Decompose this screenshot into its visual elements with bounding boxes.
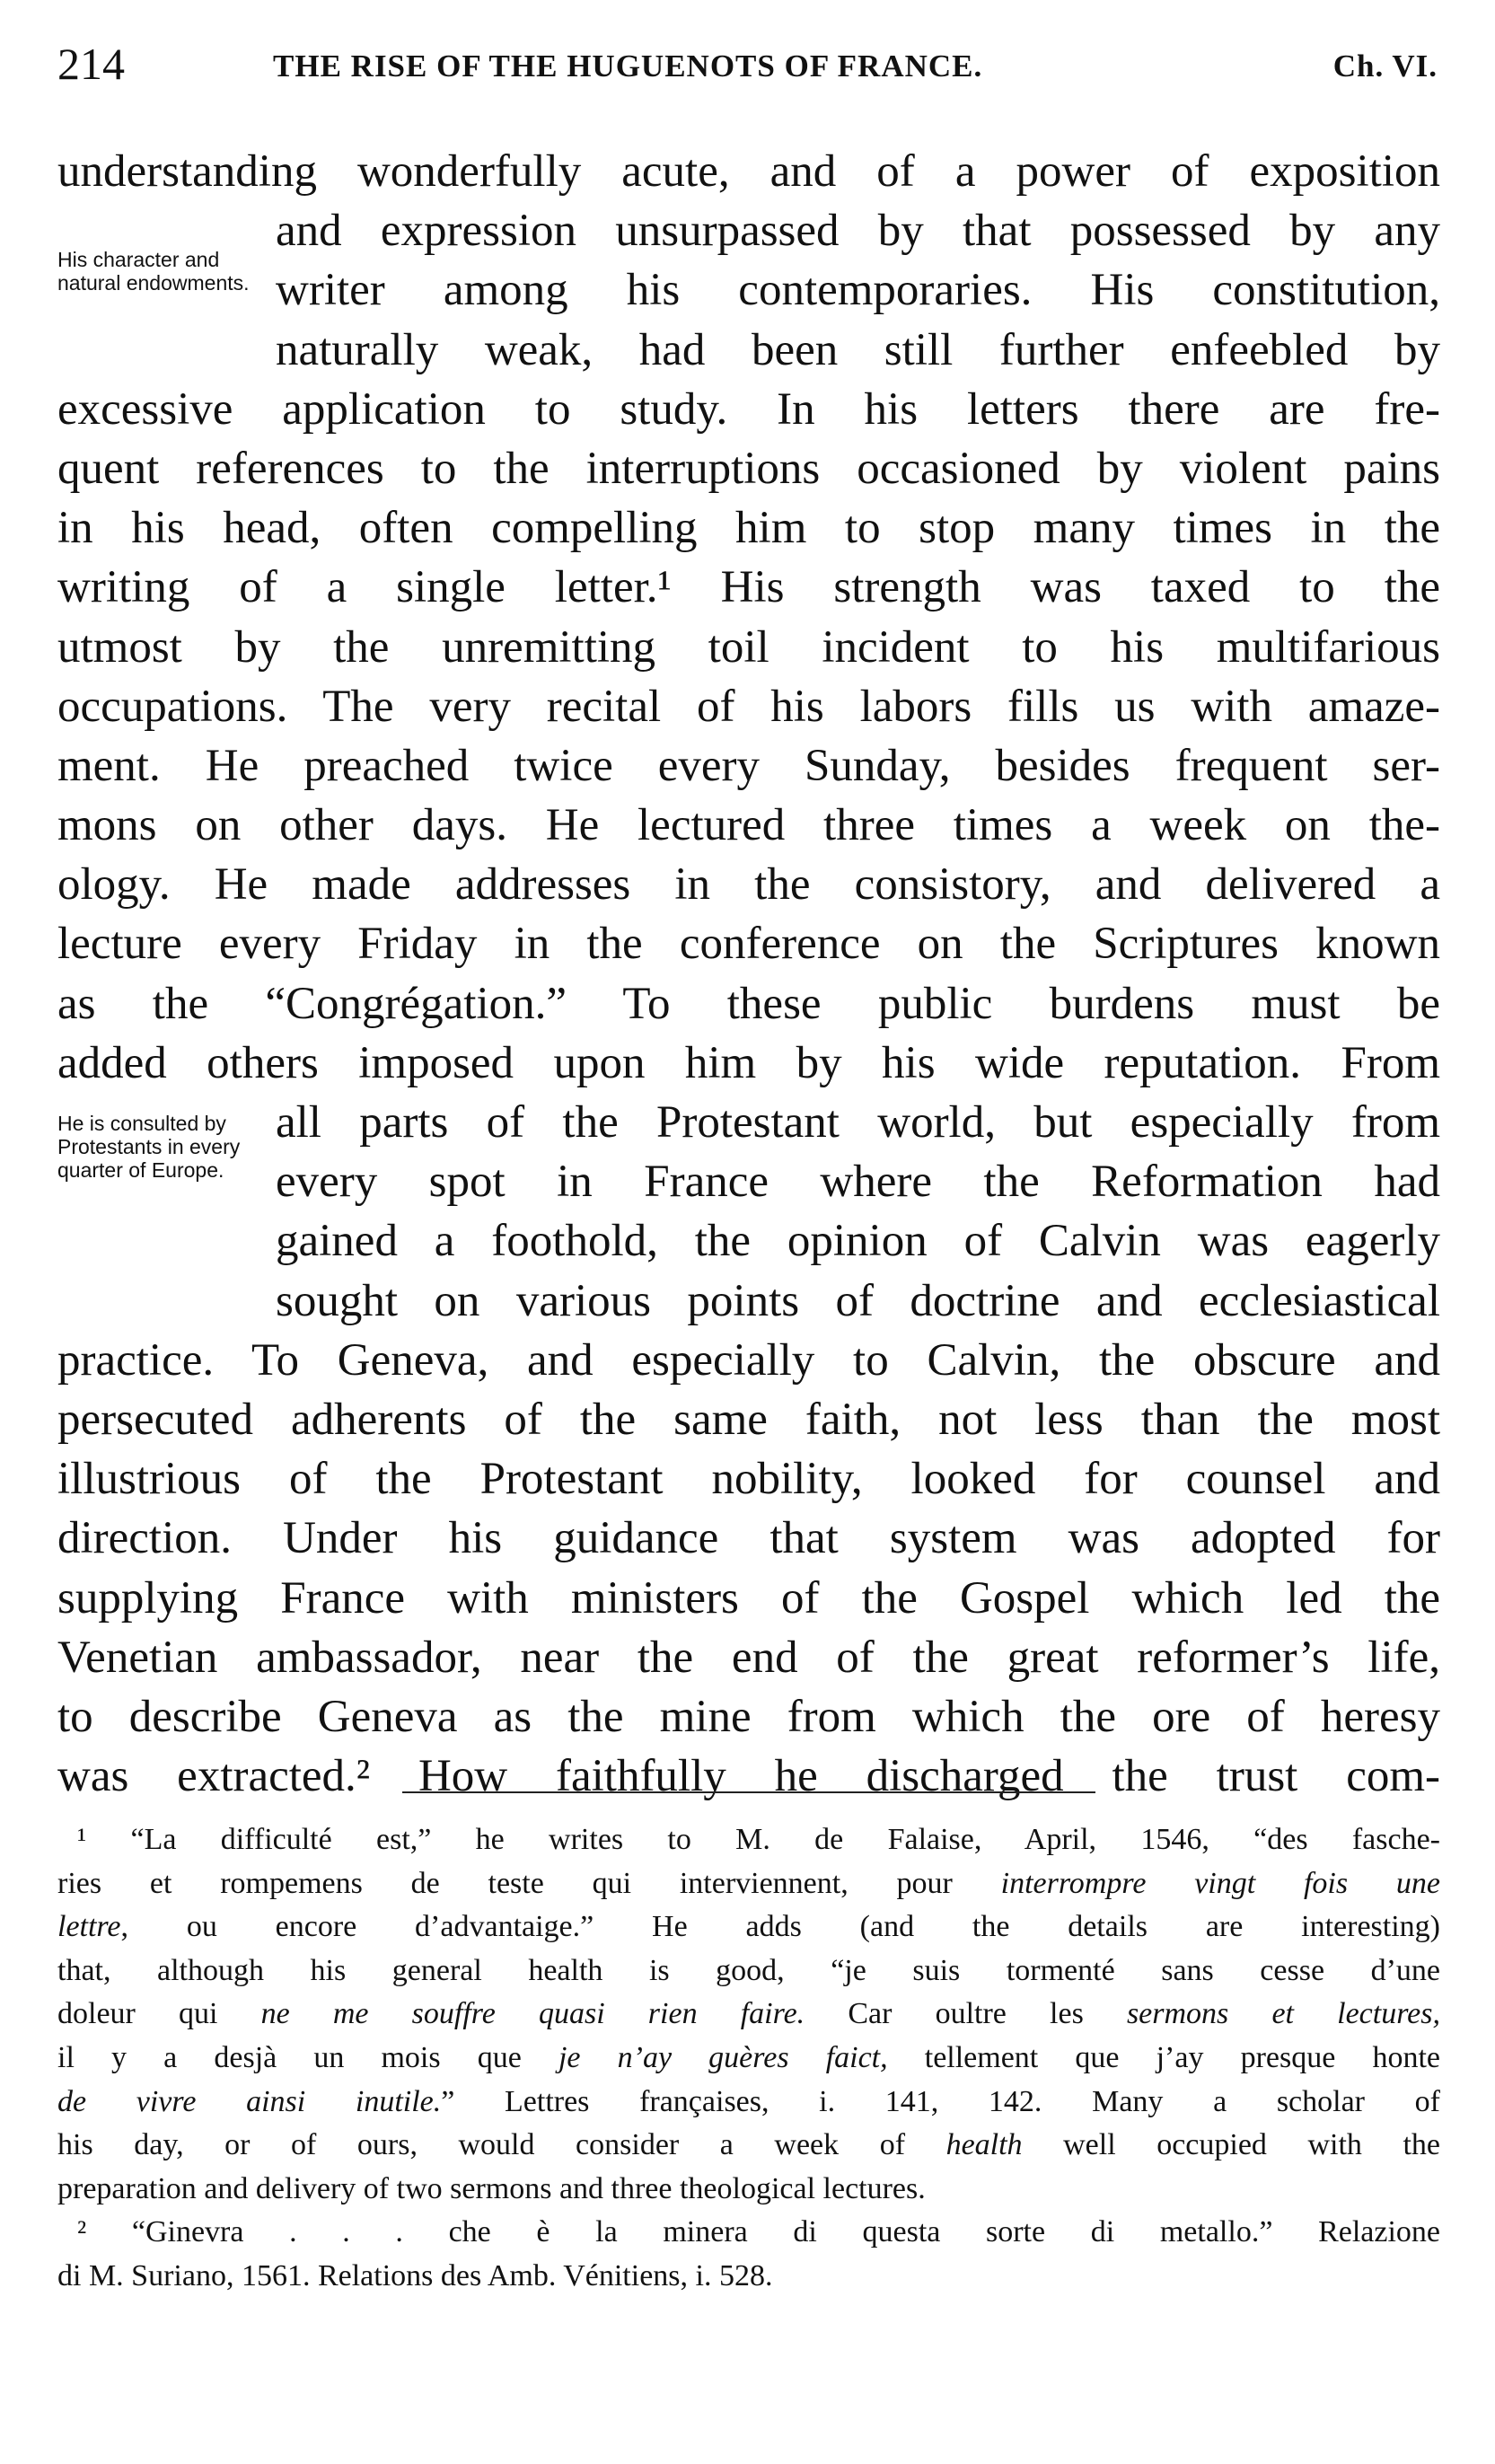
body-line: quent references to the interruptions occasioned by violent pains [57, 443, 1440, 494]
body-line: ology. He made addresses in the consistory, and delivered a [57, 859, 1440, 911]
body-line: gained a foothold, the opinion of Calvin was eagerly [276, 1216, 1440, 1267]
body-line: mons on other days. He lectured three times a week on the- [57, 800, 1440, 851]
body-line: naturally weak, had been still further enfeebled by [276, 324, 1440, 375]
body-line: understanding wonderfully acute, and of a power of exposition [57, 146, 1440, 197]
body-text [57, 142, 1440, 1806]
body-line: illustrious of the Protestant nobility, looked for counsel and [57, 1454, 1440, 1505]
body-line: writing of a single letter.¹ His strength was taxed to the [57, 562, 1440, 613]
body-line: utmost by the unremitting toil incident to his multifarious [57, 621, 1440, 673]
page-number: 214 [57, 39, 125, 89]
body-line: sought on various points of doctrine and ecclesiastical [276, 1275, 1440, 1326]
body-line: all parts of the Protestant world, but especially from [276, 1097, 1440, 1148]
body-line: every spot in France where the Reformation had [276, 1157, 1440, 1208]
footnote-text: well occupied with the [1022, 2128, 1440, 2162]
footnote-italic: je n’ay guères faict, [558, 2040, 888, 2074]
chapter-mark: Ch. VI. [1332, 48, 1438, 84]
footnote-1-line [57, 2037, 1440, 2081]
footnote-italic: sermons et lectures, [1126, 1997, 1440, 2031]
body-line: was extracted.² How faithfully he discharged the trust com- [57, 1751, 1440, 1802]
footnote-text: , ou encore d’advantaige.” He adds (and the details are interesting) [120, 1910, 1440, 1944]
footnote-1-line [57, 2124, 1440, 2168]
body-line: Venetian ambassador, near the end of the great reformer’s life, [57, 1632, 1440, 1683]
footnote-1-line [57, 1862, 1440, 1906]
footnote-text: his day, or of ours, would consider a week of [57, 2128, 946, 2162]
footnote-text: ” Lettres françaises, i. 141, 142. Many a scholar of [441, 2084, 1440, 2118]
body-line: supplying France with ministers of the Gospel which led the [57, 1572, 1440, 1624]
footnote-divider [402, 1791, 1095, 1793]
footnote-1-line [57, 1905, 1440, 1949]
footnote-text: Car oultre les [805, 1997, 1127, 2031]
footnote-text: tellement que j’ay presque honte [887, 2040, 1440, 2074]
footnote-1-line: ¹ “La difficulté est,” he writes to M. de Falaise, April, 1546, “des fasche- [77, 1823, 1440, 1856]
page-header [57, 38, 1438, 92]
running-title: THE RISE OF THE HUGUENOTS OF FRANCE. [273, 48, 983, 84]
body-line: direction. Under his guidance that system was adopted for [57, 1513, 1440, 1564]
footnote-italic: de vivre ainsi inutile. [57, 2084, 442, 2118]
body-line: as the “Congrégation.” To these public burdens must be [57, 978, 1440, 1029]
footnote-2-line: ² “Ginevra . . . che è la minera di questa sorte di metallo.” Relazione [77, 2215, 1440, 2249]
footnote-italic: health [945, 2128, 1023, 2162]
footnote-1-line: preparation and delivery of two sermons and three theological lectures. [57, 2171, 926, 2205]
body-line: practice. To Geneva, and especially to Calvin, the obscure and [57, 1334, 1440, 1386]
sidenote-character: His character and natural endowments. [57, 248, 250, 295]
footnote-text: doleur qui [57, 1997, 261, 2031]
body-line: lecture every Friday in the conference on the Scriptures known [57, 919, 1440, 970]
footnote-1-line [57, 2081, 1440, 2125]
body-line: in his head, often compelling him to stop many times in the [57, 503, 1440, 554]
footnote-1-line [57, 1993, 1440, 2037]
footnotes [57, 1818, 1440, 2299]
body-line: added others imposed upon him by his wide reputation. From [57, 1037, 1440, 1088]
body-line: excessive application to study. In his letters there are fre- [57, 383, 1440, 435]
body-line: and expression unsurpassed by that possessed by any [276, 206, 1440, 257]
footnote-italic: lettre [57, 1910, 121, 1944]
sidenote-consulted: He is consulted by Protestants in every quarter of Europe. [57, 1112, 241, 1182]
body-line: ment. He preached twice every Sunday, besides frequent ser- [57, 740, 1440, 791]
footnote-italic: ne me souffre quasi rien faire. [260, 1997, 805, 2031]
body-line: occupations. The very recital of his labors fills us with amaze- [57, 681, 1440, 732]
footnote-1-line: that, although his general health is good, “je suis tormenté sans cesse d’une [57, 1953, 1440, 1987]
footnote-text: il y a desjà un mois que [57, 2040, 558, 2074]
body-line: writer among his contemporaries. His constitution, [276, 265, 1440, 316]
body-line: persecuted adherents of the same faith, not less than the most [57, 1394, 1440, 1445]
footnote-italic: interrompre vingt fois une [1000, 1866, 1440, 1900]
footnote-text: ries et rompemens de teste qui interviennent, pour [57, 1866, 1001, 1900]
footnote-2-line: di M. Suriano, 1561. Relations des Amb. Vénitiens, i. 528. [57, 2258, 773, 2292]
body-line: to describe Geneva as the mine from which the ore of heresy [57, 1691, 1440, 1742]
